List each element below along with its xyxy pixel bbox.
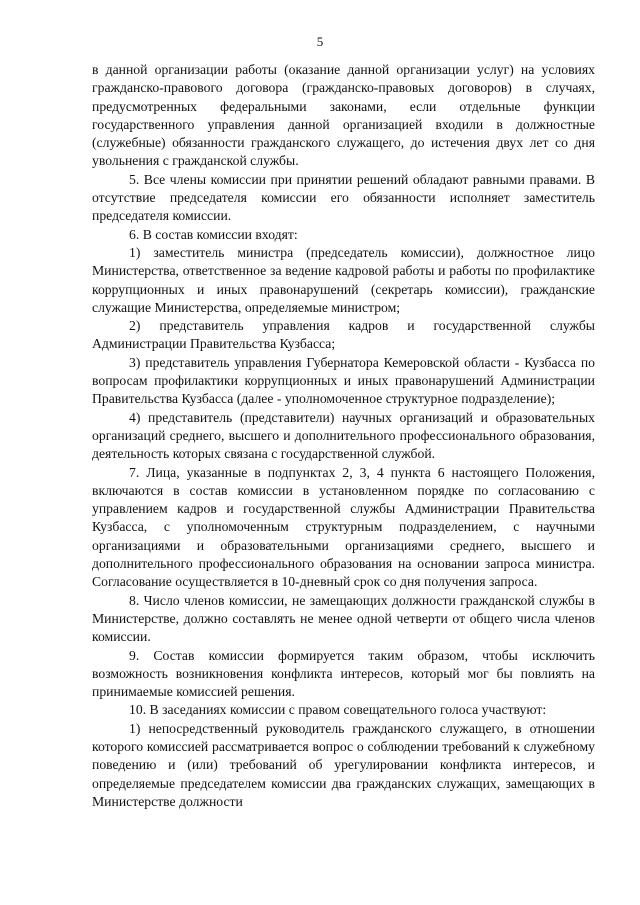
paragraph-subitem-6-2: 2) представитель управления кадров и государственной службы Администрации Правительства Кузбасса; xyxy=(92,318,595,352)
paragraph-item-7: 7. Лица, указанные в подпунктах 2, 3, 4 пункта 6 настоящего Положения, включаются в состав комиссии в установленном порядке по согласованию с управлением кадров и государственной службы Администрации Правительства Кузбасса, с уполномоченным структурным подразделением, с научными организациями и образовательными организациями среднего, высшего и дополнительного профессионального образования на основании запроса министра. Согласование осуществляется в 10-дневный срок со дня получения запроса. xyxy=(92,464,595,590)
paragraph-item-10: 10. В заседаниях комиссии с правом совещательного голоса участвуют: xyxy=(129,702,547,718)
paragraph-item-5: 5. Все члены комиссии при принятии решений обладают равными правами. В отсутствие председателя комиссии его обязанности исполняет заместитель председателя комиссии. xyxy=(92,171,595,224)
paragraph-continuation: в данной организации работы (оказание данной организации услуг) на условиях гражданско-правового договора (гражданско-правовых договоров) в случаях, предусмотренных федеральными законами, если отдельные функции государственного управления данной организацией входили в должностные (служебные) обязанности гражданского служащего, до истечения двух лет со дня увольнения с гражданской службы. xyxy=(92,62,595,169)
paragraph-item-8: 8. Число членов комиссии, не замещающих должности гражданской службы в Министерстве, должно составлять не менее одной четверти от общего числа членов комиссии. xyxy=(92,592,595,645)
paragraph-subitem-6-1: 1) заместитель министра (председатель комиссии), должностное лицо Министерства, ответственное за ведение кадровой работы и работы по профилактике коррупционных и иных правонарушений (секретарь комиссии), гражданские служащие Министерства, определяемые министром; xyxy=(92,244,595,315)
paragraph-subitem-6-3: 3) представитель управления Губернатора Кемеровской области - Кузбасса по вопросам профилактики коррупционных и иных правонарушений Администрации Правительства Кузбасса (далее - уполномоченное структурное подразделение); xyxy=(92,354,595,407)
paragraph-item-9: 9. Состав комиссии формируется таким образом, чтобы исключить возможность возникновения конфликта интересов, который мог бы повлиять на принимаемые комиссией решения. xyxy=(92,647,595,700)
paragraph-subitem-10-1: 1) непосредственный руководитель гражданского служащего, в отношении которого комиссией рассматривается вопрос о соблюдении требований к служебному поведению и (или) требований об урегулировании конфликта интересов, и определяемые председателем комиссии два гражданских служащих, замещающих в Министерстве должности xyxy=(92,720,595,809)
paragraph-subitem-6-4: 4) представитель (представители) научных организаций и образовательных организаций среднего, высшего и дополнительного профессионального образования, деятельность которых связана с государственной службой. xyxy=(92,409,595,462)
document-body xyxy=(92,61,595,811)
paragraph-item-6: 6. В состав комиссии входят: xyxy=(129,226,298,242)
page-number: 5 xyxy=(316,34,324,49)
